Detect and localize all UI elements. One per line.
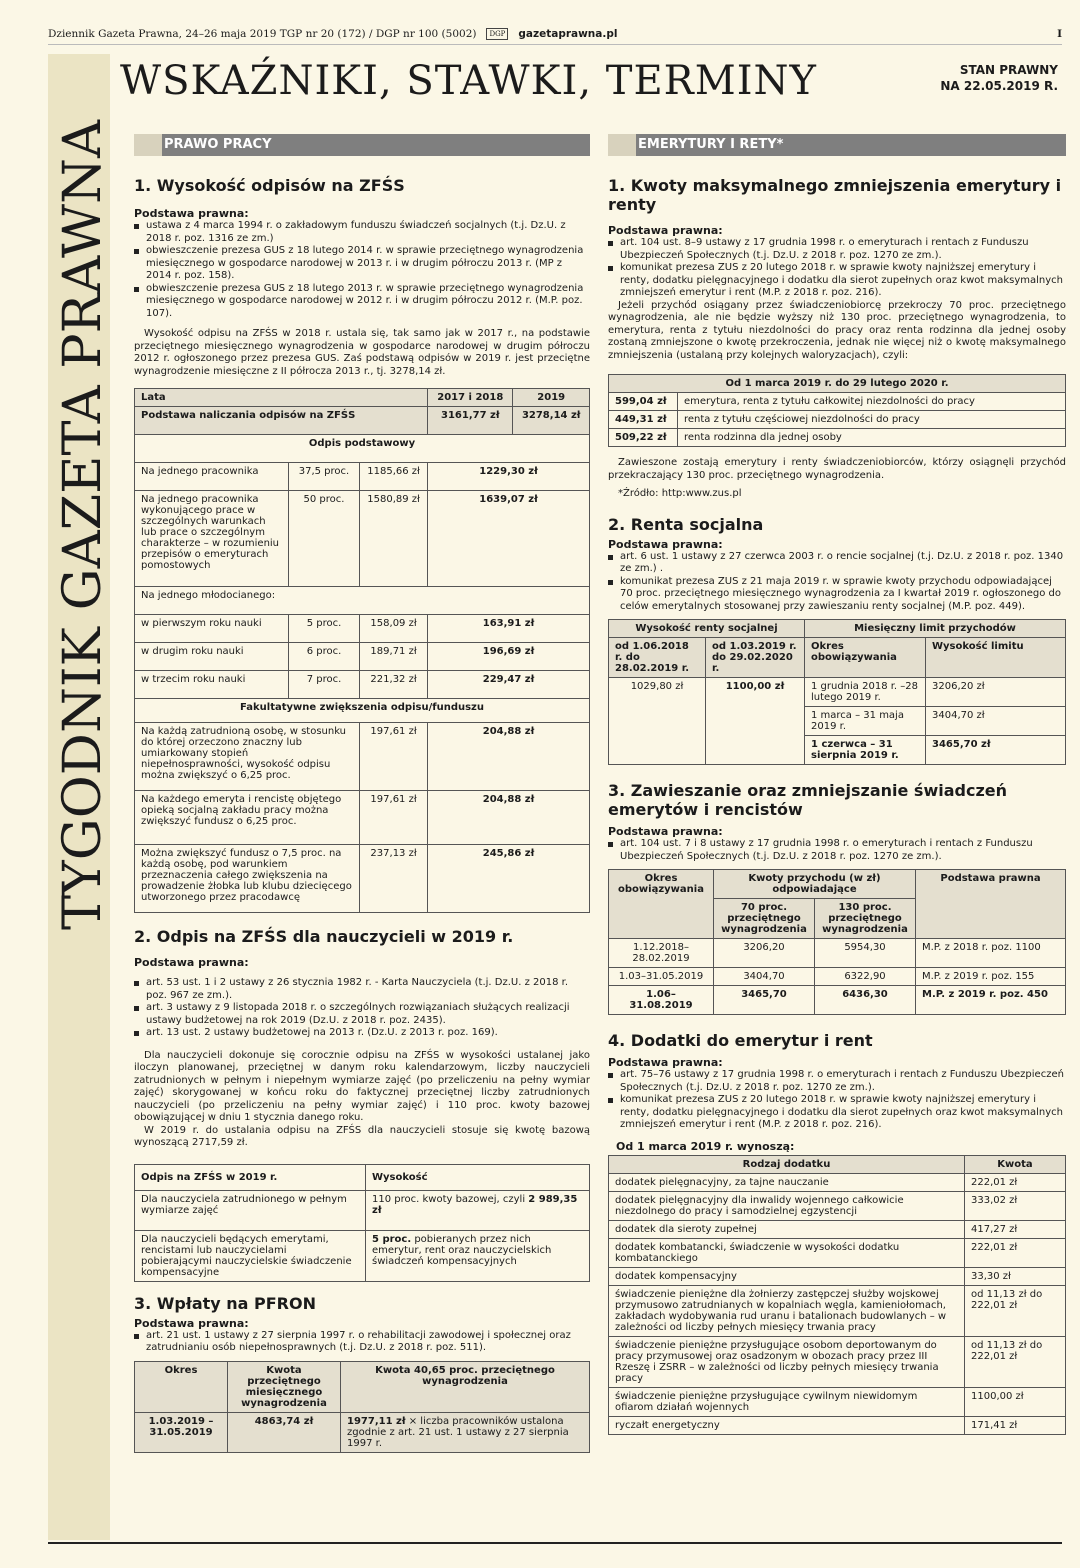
list-item: art. 104 ust. 8–9 ustawy z 17 grudnia 1998 r. o emeryturach i rentach z Funduszu Ubezpieczeń Społecznych (t.j. Dz.U. z 2018 r. poz. 1270 ze zm.).: [608, 237, 1066, 262]
table-cell: 229,47 zł: [428, 671, 590, 699]
table-cell: 204,88 zł: [428, 791, 590, 845]
table-header: Lata: [135, 389, 428, 407]
table-header: Miesięczny limit przychodów: [805, 620, 1066, 638]
section-heading: 2. Renta socjalna: [608, 514, 764, 534]
table-header: Wysokość renty socjalnej: [609, 620, 805, 638]
table-header: Okres obowiązywania: [609, 870, 714, 939]
left-column: [134, 134, 590, 1453]
table-cell: 333,02 zł: [965, 1191, 1066, 1220]
table-cell: dodatek kompensacyjny: [609, 1267, 965, 1285]
table-header: Kwota: [965, 1155, 1066, 1173]
section-heading: 2. Odpis na ZFŚS dla nauczycieli w 2019 r.: [134, 927, 514, 946]
paragraph: Dla nauczycieli dokonuje się corocznie odpisu na ZFŚS w wysokości ustalanej jako iloczyn planowanej, przeciętnej w danym roku kalendarzowym, liczby nauczycieli zatrudnionych w pełnym i niepełnym wymiarze zajęć (po przeliczeniu na pełny wymiar zajęć) skorygowanej w końcu roku do faktycznej przeciętnej liczby zatrudnionych nauczycieli (po przeliczeniu na pełny wymiar zajęć) i 110 proc. kwoty bazowej obowiązującej w dniu 1 stycznia danego roku.: [134, 1049, 590, 1123]
table-header: od 1.06.2018 r. do 28.02.2019 r.: [609, 638, 706, 678]
sidebar-title: [40, 116, 118, 932]
table-cell: 237,13 zł: [360, 845, 428, 913]
table-header: Podstawa prawna: [916, 870, 1066, 939]
table-caption: Od 1 marca 2019 r. wynoszą:: [616, 1139, 795, 1153]
table-cell: 171,41 zł: [965, 1416, 1066, 1434]
table-cell: 1.12.2018– 28.02.2019: [609, 939, 714, 968]
table-cell: 3206,20: [714, 939, 815, 968]
supplements-table: [608, 1155, 1066, 1435]
table-cell: 1.03.2019 – 31.05.2019: [135, 1412, 228, 1452]
table-cell: Dla nauczycieli będących emerytami, rencistami lub nauczycielami pobierającymi nauczycielskie świadczenie kompensacyjne: [135, 1230, 366, 1281]
table-header: Od 1 marca 2019 r. do 29 lutego 2020 r.: [609, 375, 1066, 393]
list-item: art. 104 ust. 7 i 8 ustawy z 17 grudnia 1998 r. o emeryturach i rentach z Funduszu Ubezpieczeń Społecznych (t.j. Dz.U. z 2018 r. poz. 1270 ze zm.).: [608, 838, 1066, 863]
legal-basis-list: [134, 1330, 590, 1355]
table-cell: emerytura, renta z tytułu całkowitej niezdolności do pracy: [678, 393, 1066, 411]
table-cell: w trzecim roku nauki: [135, 671, 289, 699]
legal-state: [940, 62, 1058, 94]
table-cell: Na jednego pracownika: [135, 463, 289, 491]
list-item: art. 75–76 ustawy z 17 grudnia 1998 r. o emeryturach i rentach z Funduszu Ubezpieczeń Społecznych (t.j. Dz.U. z 2018 r. poz. 1270 ze zm.).: [608, 1069, 1066, 1094]
table-cell: renta z tytułu częściowej niezdolności do pracy: [678, 411, 1066, 429]
table-cell: 1639,07 zł: [428, 491, 590, 587]
page-number: I: [1057, 28, 1062, 40]
legal-basis-label: Podstawa prawna:: [608, 825, 723, 838]
list-item: obwieszczenie prezesa GUS z 18 lutego 2013 r. w sprawie przeciętnego wynagrodzenia miesięcznego w gospodarce narodowej w 2012 r. i w drugim półroczu 2012 r. (M.P. poz. 107).: [134, 283, 590, 321]
table-cell: 1029,80 zł: [609, 678, 706, 765]
section-bar-prawo-pracy: PRAWO PRACY: [134, 134, 590, 156]
page-title: WSKAŹNIKI, STAWKI, TERMINY: [120, 58, 817, 104]
zfss-table: [134, 388, 590, 913]
table-cell: 50 proc.: [288, 491, 359, 587]
table-section: Fakultatywne zwiększenia odpisu/funduszu: [135, 699, 590, 723]
source-note: *Źródło: http:www.zus.pl: [618, 488, 742, 499]
table-cell: 1580,89 zł: [360, 491, 428, 587]
section-heading: 1. Wysokość odpisów na ZFŚS: [134, 176, 405, 195]
table-header: 2017 i 2018: [428, 389, 513, 407]
list-item: komunikat prezesa ZUS z 20 lutego 2018 r. w sprawie kwoty najniższej emerytury i renty, dodatku pielęgnacyjnego i dodatku dla sierot zupełnych oraz kwot maksymalnych zmniejszeń emerytur i rent (M.P. z 2018 r. poz. 216).: [608, 262, 1066, 300]
table-cell: 196,69 zł: [428, 643, 590, 671]
table-header: Kwoty przychodu (w zł) odpowiadające: [714, 870, 916, 899]
section-bar-emerytury: EMERYTURY I RETY*: [608, 134, 1066, 156]
table-cell: 3465,70: [714, 986, 815, 1015]
table-cell: 1.06–31.08.2019: [609, 986, 714, 1015]
list-item: art. 13 ust. 2 ustawy budżetowej na 2013 r. (Dz.U. z 2013 r. poz. 169).: [134, 1027, 590, 1040]
table-cell: od 11,13 zł do 222,01 zł: [965, 1336, 1066, 1387]
table-cell: 204,88 zł: [428, 723, 590, 791]
table-header: Wysokość: [366, 1164, 590, 1190]
legal-state-line2: NA 22.05.2019 R.: [940, 79, 1058, 93]
table-header: Odpis na ZFŚS w 2019 r.: [135, 1164, 366, 1190]
suspension-table: [608, 869, 1066, 1015]
table-cell: 1100,00 zł: [965, 1387, 1066, 1416]
table-cell: 417,27 zł: [965, 1220, 1066, 1238]
table-cell: 599,04 zł: [609, 393, 678, 411]
table-cell: w drugim roku nauki: [135, 643, 289, 671]
section-heading: 1. Kwoty maksymalnego zmniejszenia emerytury i renty: [608, 176, 1062, 214]
table-cell: dodatek kombatancki, świadczenie w wysokości dodatku kombatanckiego: [609, 1238, 965, 1267]
list-item: ustawa z 4 marca 1994 r. o zakładowym funduszu świadczeń socjalnych (t.j. Dz.U. z 2018 r. poz. 1316 ze zm.): [134, 220, 590, 245]
right-column: [608, 134, 1066, 1435]
table-cell: 1 grudnia 2018 r. –28 lutego 2019 r.: [805, 678, 926, 707]
legal-basis-label: Podstawa prawna:: [608, 537, 723, 551]
table-cell: 222,01 zł: [965, 1173, 1066, 1191]
legal-basis-list: [608, 838, 1066, 863]
table-cell: 1.03–31.05.2019: [609, 968, 714, 986]
list-item: art. 53 ust. 1 i 2 ustawy z 26 stycznia 1982 r. - Karta Nauczyciela (t.j. Dz.U. z 2018 r. poz. 967 ze zm.).: [134, 977, 590, 1002]
table-cell: Na jednego młodocianego:: [135, 587, 590, 615]
table-cell: 221,32 zł: [360, 671, 428, 699]
table-header: Okres: [135, 1361, 228, 1412]
table-cell: Można zwiększyć fundusz o 7,5 proc. na każdą osobę, pod warunkiem przeznaczenia całego zwiększenia na prowadzenie żłobka lub klubu dziecięcego utworzonego przez pracodawcę: [135, 845, 360, 913]
table-cell: 4863,74 zł: [228, 1412, 341, 1452]
table-header: Kwota przeciętnego miesięcznego wynagrodzenia: [228, 1361, 341, 1412]
legal-state-line1: STAN PRAWNY: [959, 63, 1058, 77]
table-header: od 1.03.2019 r. do 29.02.2020 r.: [706, 638, 805, 678]
table-cell: 1 marca – 31 maja 2019 r.: [805, 707, 926, 736]
section-heading: 3. Wpłaty na PFRON: [134, 1293, 316, 1313]
table-cell: dodatek pielęgnacyjny, za tajne nauczanie: [609, 1173, 965, 1191]
table-cell: 197,61 zł: [360, 791, 428, 845]
table-cell: 6436,30: [815, 986, 916, 1015]
table-cell: 1977,11 zł × liczba pracowników ustalona zgodnie z art. 21 ust. 1 ustawy z 27 sierpnia 1997 r.: [341, 1412, 590, 1452]
section-heading: 4. Dodatki do emerytur i rent: [608, 1031, 873, 1050]
dgp-logo: DGP: [486, 28, 508, 40]
table-cell: 163,91 zł: [428, 615, 590, 643]
legal-basis-list: [608, 237, 1066, 300]
table-cell: świadczenie pieniężne przysługujące cywilnym niewidomym ofiarom działań wojennych: [609, 1387, 965, 1416]
table-cell: 449,31 zł: [609, 411, 678, 429]
table-cell: 5 proc. pobieranych przez nich emerytur, rent oraz nauczycielskich świadczeń kompensacyjnych: [366, 1230, 590, 1281]
table-cell: Podstawa naliczania odpisów na ZFŚS: [135, 407, 428, 435]
table-cell: 7 proc.: [288, 671, 359, 699]
legal-basis-label: Podstawa prawna:: [134, 1316, 249, 1330]
table-header: Okres obowiązywania: [805, 638, 926, 678]
paragraph: Zawieszone zostają emerytury i renty świadczeniobiorców, którzy osiągnęli przychód przekraczający 130 proc. przeciętnego wynagrodzenia.: [608, 457, 1066, 481]
legal-basis-list: [608, 551, 1066, 614]
legal-basis-list: [134, 977, 590, 1040]
social-pension-table: [608, 619, 1066, 765]
table-cell: M.P. z 2019 r. poz. 155: [916, 968, 1066, 986]
list-item: art. 21 ust. 1 ustawy z 27 sierpnia 1997 r. o rehabilitacji zawodowej i społecznej oraz zatrudnianiu osób niepełnosprawnych (t.j. Dz.U. z 2018 r. poz. 511).: [134, 1330, 590, 1355]
table-cell: 222,01 zł: [965, 1238, 1066, 1267]
table-cell: dodatek dla sieroty zupełnej: [609, 1220, 965, 1238]
table-header: 70 proc. przeciętnego wynagrodzenia: [714, 899, 815, 939]
legal-basis-label: Podstawa prawna:: [134, 956, 249, 969]
table-header: Rodzaj dodatku: [609, 1155, 965, 1173]
top-bar: [48, 24, 1062, 45]
pfron-table: [134, 1361, 590, 1453]
table-cell: 5954,30: [815, 939, 916, 968]
table-cell: 110 proc. kwoty bazowej, czyli 2 989,35 zł: [366, 1190, 590, 1230]
sidebar: [48, 54, 113, 1540]
table-cell: 1 czerwca – 31 sierpnia 2019 r.: [805, 736, 926, 765]
section-heading: 3. Zawieszanie oraz zmniejszanie świadczeń emerytów i rencistów: [608, 781, 1007, 819]
table-cell: 509,22 zł: [609, 429, 678, 447]
table-cell: 197,61 zł: [360, 723, 428, 791]
table-cell: Na jednego pracownika wykonującego prace w szczególnych warunkach lub prace o szczególnym charakterze – w rozumieniu przepisów o emeryturach pomostowych: [135, 491, 289, 587]
paragraph: W 2019 r. do ustalania odpisu na ZFŚS dla nauczycieli stosuje się kwotę bazową wynoszącą 2717,59 zł.: [134, 1124, 590, 1148]
table-cell: renta rodzinna dla jednej osoby: [678, 429, 1066, 447]
bottom-rule: [48, 1542, 1062, 1544]
table-cell: 3404,70 zł: [926, 707, 1066, 736]
list-item: obwieszczenie prezesa GUS z 18 lutego 2014 r. w sprawie przeciętnego wynagrodzenia miesięcznego w gospodarce narodowej w 2013 r. i w drugim półroczu 2013 r. (MP z 2014 r. poz. 158).: [134, 245, 590, 283]
legal-basis-label: Podstawa prawna:: [608, 1056, 723, 1069]
issue-info: Dziennik Gazeta Prawna, 24–26 maja 2019 TGP nr 20 (172) / DGP nr 100 (5002): [48, 28, 477, 40]
teachers-table: [134, 1164, 590, 1282]
table-cell: 6322,90: [815, 968, 916, 986]
list-item: art. 3 ustawy z 9 listopada 2018 r. o szczególnych rozwiązaniach służących realizacji ustawy budżetowej na rok 2019 (Dz.U. z 2018 r. poz. 2435).: [134, 1002, 590, 1027]
legal-basis-list: [134, 220, 590, 320]
table-cell: ryczałt energetyczny: [609, 1416, 965, 1434]
list-item: art. 6 ust. 1 ustawy z 27 czerwca 2003 r. o rencie socjalnej (t.j. Dz.U. z 2018 r. poz. 1340 ze zm.) .: [608, 551, 1066, 576]
table-cell: 1100,00 zł: [706, 678, 805, 765]
table-header: 130 proc. przeciętnego wynagrodzenia: [815, 899, 916, 939]
table-cell: 245,86 zł: [428, 845, 590, 913]
reductions-table: [608, 374, 1066, 447]
table-header: Kwota 40,65 proc. przeciętnego wynagrodzenia: [341, 1361, 590, 1412]
table-cell: świadczenie pieniężne dla żołnierzy zastępczej służby wojskowej przymusowo zatrudnianych w kopalniach węgla, kamieniołomach, zakładach wydobywania rud uranu i batalionach budowlanych – w zależności od liczby pełnych miesięcy trwania pracy: [609, 1285, 965, 1336]
table-cell: 189,71 zł: [360, 643, 428, 671]
table-cell: świadczenie pieniężne przysługujące osobom deportowanym do pracy przymusowej oraz osadzonym w obozach pracy przez III Rzeszę i ZSRR – w zależności od liczby pełnych miesięcy trwania pracy: [609, 1336, 965, 1387]
table-cell: Na każdego emeryta i rencistę objętego opieką socjalną zakładu pracy można zwiększyć fundusz o 6,25 proc.: [135, 791, 360, 845]
table-cell: od 11,13 zł do 222,01 zł: [965, 1285, 1066, 1336]
table-cell: dodatek pielęgnacyjny dla inwalidy wojennego całkowicie niezdolnego do pracy i samodzielnej egzystencji: [609, 1191, 965, 1220]
table-cell: 33,30 zł: [965, 1267, 1066, 1285]
table-cell: M.P. z 2018 r. poz. 1100: [916, 939, 1066, 968]
paragraph: Jeżeli przychód osiągany przez świadczeniobiorcę przekroczy 70 proc. przeciętnego wynagrodzenia, ale nie będzie wyższy niż 130 proc. przeciętnego wynagrodzenia, to emerytura, renta z tytułu niezdolności do pracy oraz renta rodzinna dla jednej osoby zostaną zmniejszone o kwotę przekroczenia, jednak nie więcej niż o kwotę maksymalnego zmniejszenia (ustalaną przy kolejnych waloryzacjach), czyli:: [608, 299, 1066, 361]
site-link[interactable]: gazetaprawna.pl: [518, 28, 618, 40]
table-header: Wysokość limitu: [926, 638, 1066, 678]
table-cell: 1185,66 zł: [360, 463, 428, 491]
legal-basis-label: Podstawa prawna:: [608, 224, 723, 237]
svg-text:TYGODNIK GAZETA PRAWNA: TYGODNIK GAZETA PRAWNA: [53, 128, 113, 930]
table-cell: 3161,77 zł: [428, 407, 513, 435]
table-cell: 3206,20 zł: [926, 678, 1066, 707]
list-item: komunikat prezesa ZUS z 20 lutego 2018 r. w sprawie kwoty najniższej emerytury i renty, dodatku pielęgnacyjnego i dodatku dla sierot zupełnych oraz kwot maksymalnych zmniejszeń emerytur i rent (M.P. z 2018 r. poz. 216).: [608, 1094, 1066, 1132]
paragraph: Wysokość odpisu na ZFŚS w 2018 r. ustala się, tak samo jak w 2017 r., na podstawie przeciętnego miesięcznego wynagrodzenia w gospodarce narodowej w drugim półroczu 2012 r. ogłoszonego przez prezesa GUS. Zaś podstawą odpisów w 2019 r. jest przeciętne wynagrodzenie miesięczne z II półrocza 2013 r., tj. 3278,14 zł.: [134, 328, 590, 377]
table-cell: 158,09 zł: [360, 615, 428, 643]
table-cell: w pierwszym roku nauki: [135, 615, 289, 643]
legal-basis-list: [608, 1069, 1066, 1132]
table-cell: M.P. z 2019 r. poz. 450: [916, 986, 1066, 1015]
table-section: Odpis podstawowy: [135, 435, 590, 463]
legal-basis-label: Podstawa prawna:: [134, 207, 249, 220]
table-cell: 3278,14 zł: [513, 407, 590, 435]
table-cell: Na każdą zatrudnioną osobę, w stosunku do której orzeczono znaczny lub umiarkowany stopień niepełnosprawności, wysokość odpisu można zwiększyć o 6,25 proc.: [135, 723, 360, 791]
list-item: komunikat prezesa ZUS z 21 maja 2019 r. w sprawie kwoty przychodu odpowiadającej 70 proc. przeciętnego miesięcznego wynagrodzenia za I kwartał 2019 r. ogłoszonego do celów emerytalnych stosowanej przy zawieszaniu renty socjalnej (M.P. poz. 449).: [608, 576, 1066, 614]
table-cell: 5 proc.: [288, 615, 359, 643]
table-cell: 37,5 proc.: [288, 463, 359, 491]
table-cell: 3465,70 zł: [926, 736, 1066, 765]
table-header: 2019: [513, 389, 590, 407]
table-cell: 1229,30 zł: [428, 463, 590, 491]
table-cell: 6 proc.: [288, 643, 359, 671]
table-cell: Dla nauczyciela zatrudnionego w pełnym wymiarze zajęć: [135, 1190, 366, 1230]
table-cell: 3404,70: [714, 968, 815, 986]
